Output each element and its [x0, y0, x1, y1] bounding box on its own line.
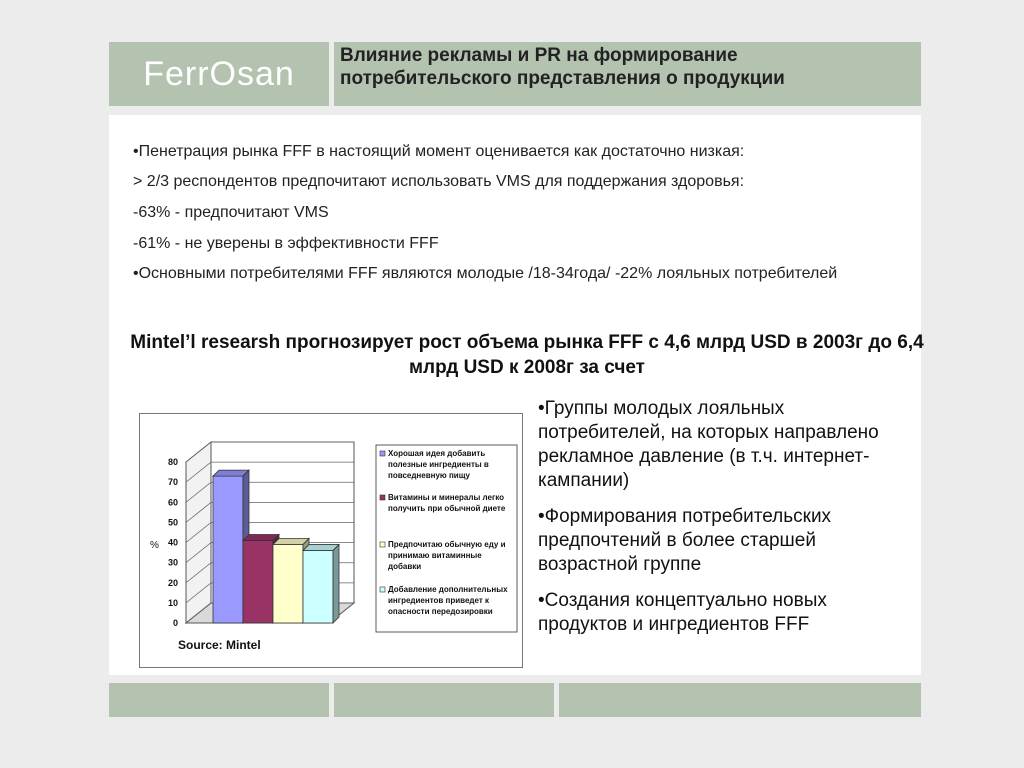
- bar: [243, 540, 273, 623]
- y-tick-label: 20: [167, 577, 178, 588]
- paragraph-respondents: > 2/3 респондентов предпочитают использовать VMS для поддержания здоровья:: [133, 173, 745, 190]
- y-tick-label: 50: [167, 517, 178, 528]
- y-tick-label: 80: [167, 457, 178, 467]
- title-band: [334, 42, 921, 106]
- paragraph-prefer-vms: -63% - предпочитают VMS: [133, 204, 329, 221]
- bar: [213, 476, 243, 623]
- footer-band: [109, 683, 329, 717]
- headline: Mintel’l researsh прогнозирует рост объема рынка FFF с 4,6 млрд USD в 2003г до 6,4 млрд USD к 2008г за счет: [130, 332, 924, 378]
- bar-side: [333, 545, 339, 623]
- slide-title: Влияние рекламы и PR на формирование потребительского представления о продукции: [340, 45, 785, 89]
- legend-label: Предпочитаю обычную еду и принимаю витаминные добавки: [388, 540, 506, 571]
- legend-label: Добавление дополнительных ингредиентов приведет к опасности передозировки: [388, 585, 508, 616]
- legend-label: Хорошая идея добавить полезные ингредиенты в повседневную пищу: [388, 449, 489, 480]
- legend-label: Витамины и минералы легко получить при обычной диете: [388, 493, 506, 513]
- legend-swatch: [380, 542, 385, 547]
- legend-swatch: [380, 451, 385, 456]
- bar: [273, 545, 303, 623]
- chart-source: Source: Mintel: [178, 638, 261, 652]
- y-tick-label: 60: [167, 497, 178, 508]
- legend-swatch: [380, 587, 385, 592]
- legend-entry: [388, 539, 513, 583]
- legend-entry: [388, 448, 513, 492]
- y-axis-label: %: [150, 540, 159, 551]
- paragraph-consumers: •Основными потребителями FFF являются молодые /18-34года/ -22% лояльных потребителей: [133, 265, 838, 282]
- right-bullet-list: [538, 397, 908, 649]
- y-tick-label: 30: [167, 557, 178, 568]
- legend-entry: [388, 492, 513, 536]
- y-tick-label: 40: [167, 537, 178, 548]
- footer-band: [334, 683, 554, 717]
- legend-swatch: [380, 495, 385, 500]
- footer-band: [559, 683, 921, 717]
- right-bullet-item: •Создания концептуально новых продуктов и ингредиентов FFF: [538, 590, 827, 635]
- logo-text: FerrOsan: [143, 54, 295, 93]
- main-panel: [109, 115, 924, 675]
- paragraph-penetration: •Пенетрация рынка FFF в настоящий момент оценивается как достаточно низкая:: [133, 143, 745, 160]
- right-bullet-item: •Формирования потребительских предпочтений в более старшей возрастной группе: [538, 506, 832, 575]
- chart-container: [139, 413, 523, 668]
- right-bullet-item: •Группы молодых лояльных потребителей, на которых направлено рекламное давление (в т.ч. интернет-кампании): [538, 398, 879, 491]
- bar: [303, 551, 333, 623]
- ferrosan-logo: [109, 42, 329, 106]
- legend-entry: [388, 584, 513, 628]
- logo-band: [109, 42, 329, 106]
- y-tick-label: 0: [172, 618, 178, 628]
- y-tick-label: 70: [167, 477, 178, 488]
- y-tick-label: 10: [167, 597, 178, 608]
- paragraph-not-sure: -61% - не уверены в эффективности FFF: [133, 235, 439, 252]
- bar-chart: [140, 414, 522, 667]
